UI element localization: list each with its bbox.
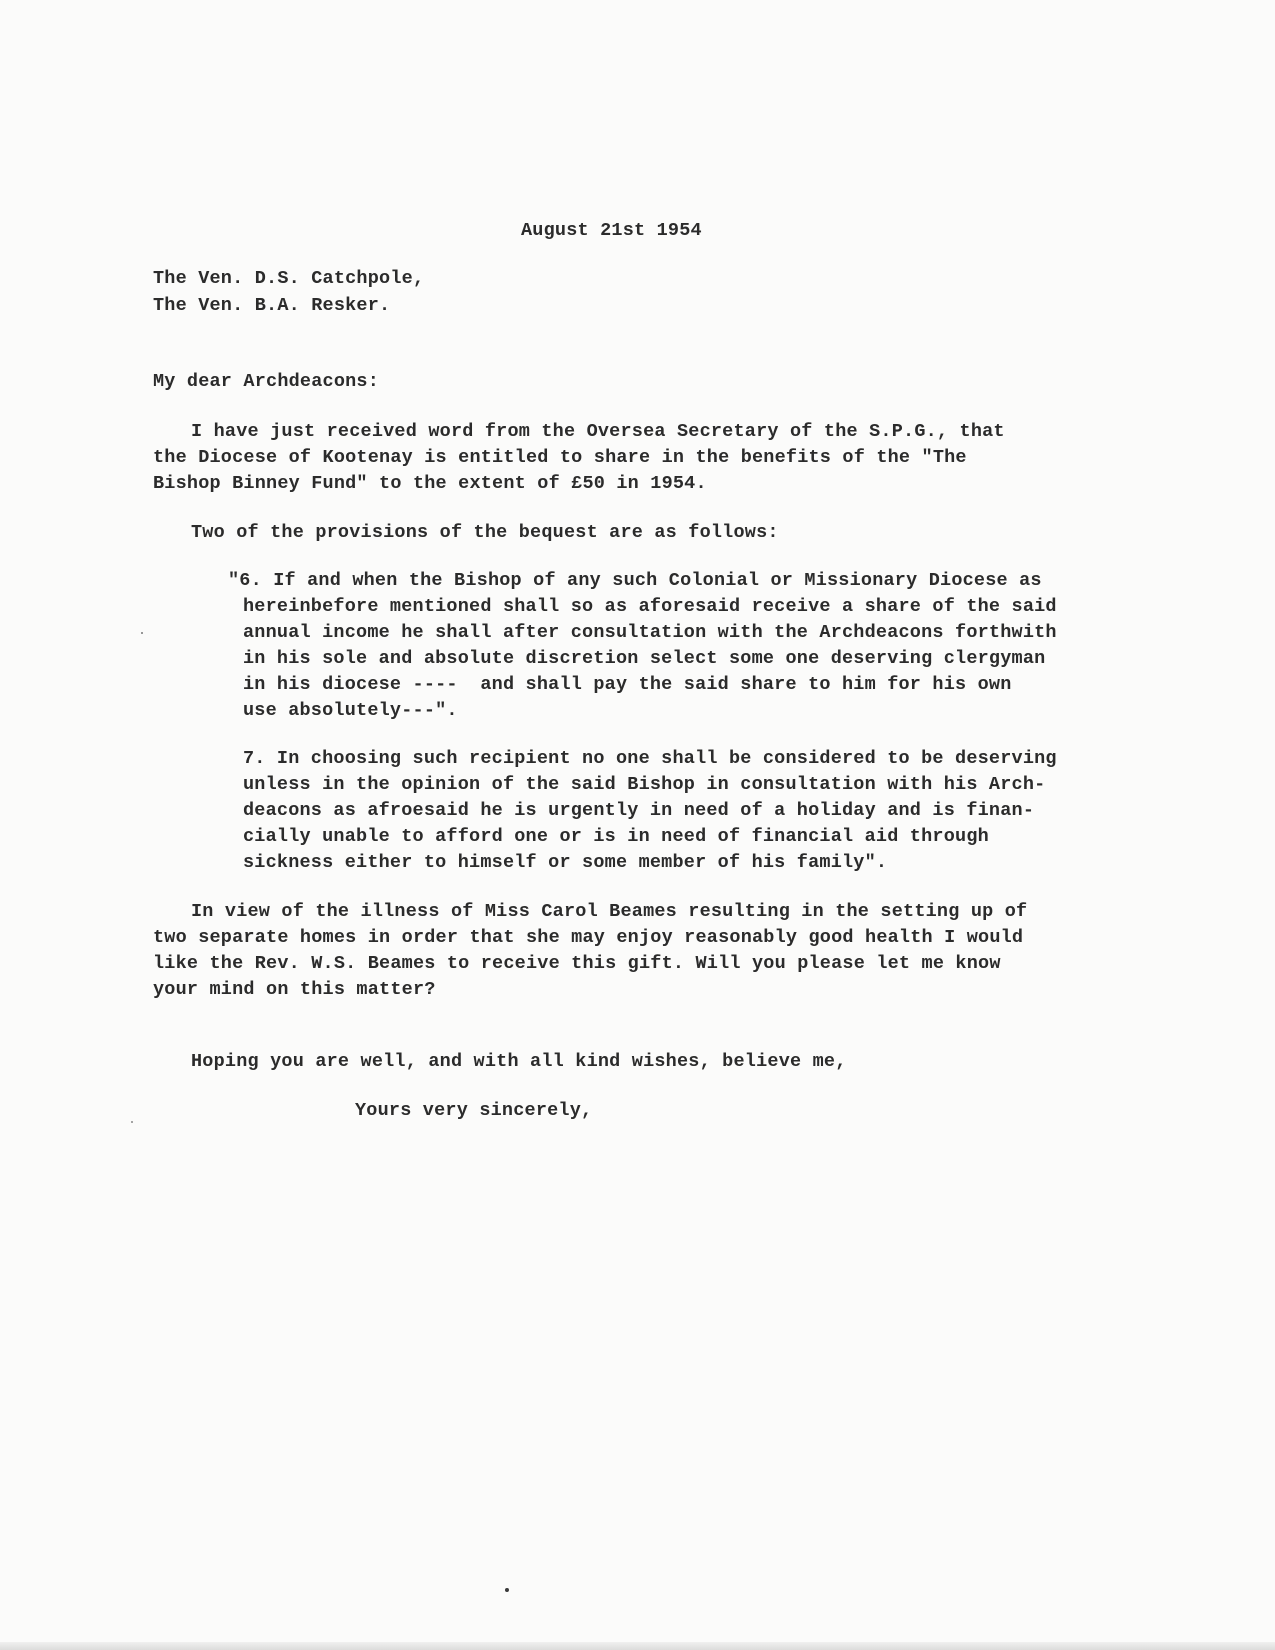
quote-line: deacons as afroesaid he is urgently in need of a holiday and is finan- — [243, 800, 1035, 821]
paragraph-line: your mind on this matter? — [153, 979, 436, 1000]
paper-speck — [141, 632, 143, 634]
quote-line: cially unable to afford one or is in need of financial aid through — [243, 826, 989, 847]
paragraph-line: like the Rev. W.S. Beames to receive this gift. Will you please let me know — [153, 953, 1001, 974]
quote-line: "6. If and when the Bishop of any such Colonial or Missionary Diocese as — [228, 570, 1042, 591]
paragraph-line: Two of the provisions of the bequest are as follows: — [191, 522, 779, 543]
paper-speck — [505, 1588, 509, 1592]
quote-line: sickness either to himself or some member of his family". — [243, 852, 888, 873]
quote-line: unless in the opinion of the said Bishop in consultation with his Arch- — [243, 774, 1046, 795]
quote-line: hereinbefore mentioned shall so as aforesaid receive a share of the said — [243, 596, 1057, 617]
letter-date: August 21st 1954 — [521, 220, 702, 241]
closing-line: Hoping you are well, and with all kind wishes, believe me, — [191, 1051, 847, 1072]
quote-line: annual income he shall after consultation with the Archdeacons forthwith — [243, 622, 1057, 643]
paragraph-line: the Diocese of Kootenay is entitled to share in the benefits of the "The — [153, 447, 967, 468]
paragraph-line: In view of the illness of Miss Carol Beames resulting in the setting up of — [191, 901, 1028, 922]
quote-line: 7. In choosing such recipient no one shall be considered to be deserving — [243, 748, 1057, 769]
quote-line: use absolutely---". — [243, 700, 458, 721]
valediction: Yours very sincerely, — [355, 1100, 593, 1121]
paragraph-line: two separate homes in order that she may enjoy reasonably good health I would — [153, 927, 1024, 948]
recipient-line: The Ven. D.S. Catchpole, — [153, 268, 425, 289]
paragraph-line: Bishop Binney Fund" to the extent of £50 in 1954. — [153, 473, 707, 494]
quote-line: in his sole and absolute discretion select some one deserving clergyman — [243, 648, 1046, 669]
recipient-line: The Ven. B.A. Resker. — [153, 295, 391, 316]
paper-speck — [131, 1121, 133, 1123]
page-bottom-edge — [0, 1642, 1275, 1650]
salutation: My dear Archdeacons: — [153, 371, 380, 392]
paragraph-line: I have just received word from the Oversea Secretary of the S.P.G., that — [191, 421, 1005, 442]
quote-line: in his diocese ---- and shall pay the said share to him for his own — [243, 674, 1012, 695]
